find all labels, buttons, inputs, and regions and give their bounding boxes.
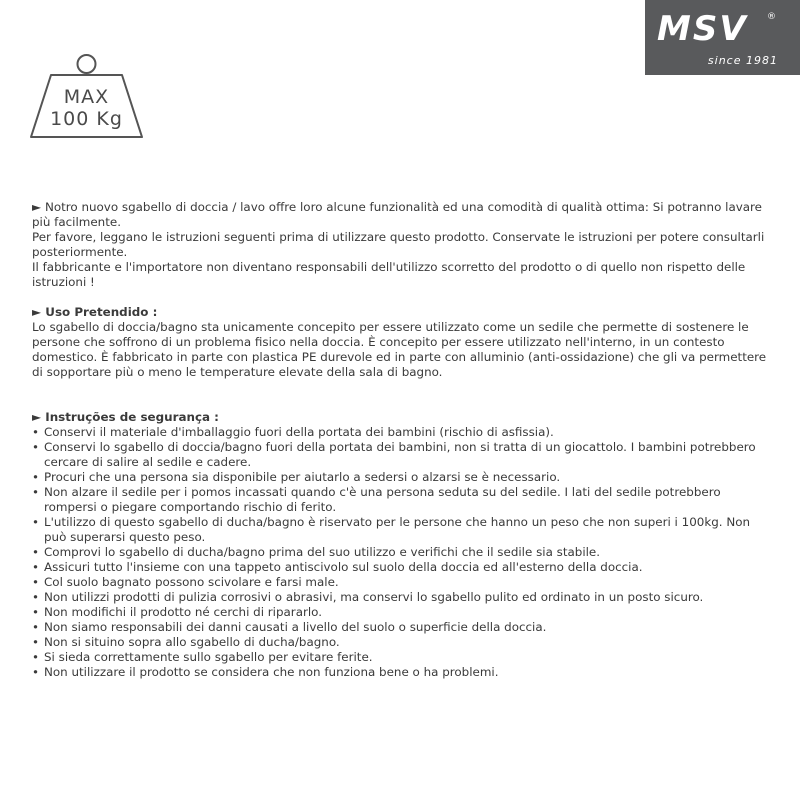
safety-item <box>32 470 770 485</box>
safety-item <box>32 545 770 560</box>
safety-item-text: Non modifichi il prodotto né cerchi di ripararlo. <box>44 605 323 619</box>
safety-item <box>32 605 770 620</box>
bullet-icon: • <box>32 605 40 619</box>
brand-name: MSV <box>657 9 748 49</box>
bullet-icon: • <box>32 590 40 604</box>
bullet-icon: • <box>32 575 40 589</box>
safety-list <box>32 425 770 680</box>
intro-paragraph-3: Il fabbricante e l'importatore non diventano responsabili dell'utilizzo scorretto del prodotto o di quello non rispetto delle istruzioni ! <box>32 260 746 289</box>
safety-item-text: Non utilizzi prodotti di pulizia corrosivi o abrasivi, ma conservi lo sgabello pulito ed ordinato in un posto sicuro. <box>44 590 704 604</box>
safety-item <box>32 665 770 680</box>
intended-use-text: Lo sgabello di doccia/bagno sta unicamente concepito per essere utilizzato come un sedile che permette di sostenere le persone che soffrono di un problema fisico nella doccia. È concepito per essere utilizzato nell'interno, in un contesto domestico. È fabbricato in parte con plastica PE durevole ed in parte con alluminio (anti-ossidazione) che gli va permettere di sopportare più o meno le temperature elevate della sala di bagno. <box>32 320 767 379</box>
safety-item <box>32 485 770 515</box>
brand-logo <box>645 0 800 75</box>
brand-tagline: since 1981 <box>707 54 778 67</box>
intro-paragraph-1: ► Notro nuovo sgabello di doccia / lavo offre loro alcune funzionalità ed una comodità di qualità ottima: Si potranno lavare più facilmente. <box>32 200 762 229</box>
bullet-icon: • <box>32 545 40 559</box>
instructions-body <box>32 200 770 680</box>
safety-item <box>32 560 770 575</box>
bullet-icon: • <box>32 440 40 454</box>
safety-item <box>32 440 770 470</box>
safety-item-text: Non si situino sopra allo sgabello di ducha/bagno. <box>44 635 340 649</box>
bullet-icon: • <box>32 635 40 649</box>
bullet-icon: • <box>32 560 40 574</box>
safety-item-text: Conservi il materiale d'imballaggio fuori della portata dei bambini (rischio di asfissia). <box>44 425 554 439</box>
safety-item <box>32 515 770 545</box>
bullet-icon: • <box>32 620 40 634</box>
safety-item <box>32 635 770 650</box>
weight-max-label: MAX <box>63 86 110 108</box>
safety-item <box>32 620 770 635</box>
safety-item-text: Col suolo bagnato possono scivolare e farsi male. <box>44 575 339 589</box>
bullet-icon: • <box>32 665 40 679</box>
safety-item-text: Non siamo responsabili dei danni causati a livello del suolo o superficie della doccia. <box>44 620 547 634</box>
bullet-icon: • <box>32 515 40 529</box>
safety-item-text: Procuri che una persona sia disponibile per aiutarlo a sedersi o alzarsi se è necessario. <box>44 470 561 484</box>
safety-item-text: Conservi lo sgabello di doccia/bagno fuori della portata dei bambini, non si tratta di un giocattolo. I bambini potrebbero cercare di salire al sedile e cadere. <box>44 440 756 469</box>
registered-mark: ® <box>767 12 776 22</box>
safety-item-text: Non alzare il sedile per i pomos incassati quando c'è una persona seduta su del sedile. I lati del sedile potrebbero rompersi o piegare comportando rischio di ferito. <box>44 485 721 514</box>
bullet-icon: • <box>32 470 40 484</box>
weight-value-label: 100 Kg <box>50 108 123 130</box>
intro-marker: ► <box>32 200 42 214</box>
bullet-icon: • <box>32 485 40 499</box>
intro-paragraph-2: Per favore, leggano le istruzioni seguenti prima di utilizzare questo prodotto. Conservate le istruzioni per potere consultarli posteriormente. <box>32 230 765 259</box>
safety-item-text: Comprovi lo sgabello di ducha/bagno prima del suo utilizzo e verifichi che il sedile sia stabile. <box>44 545 601 559</box>
safety-item <box>32 575 770 590</box>
bullet-icon: • <box>32 425 40 439</box>
safety-item-text: Assicuri tutto l'insieme con una tappeto antiscivolo sul suolo della doccia ed all'esterno della doccia. <box>44 560 643 574</box>
bullet-icon: • <box>32 650 40 664</box>
safety-item <box>32 425 770 440</box>
safety-item-text: Non utilizzare il prodotto se considera che non funziona bene o ha problemi. <box>44 665 499 679</box>
safety-title: ► Instruções de segurança : <box>32 410 219 424</box>
safety-item-text: L'utilizzo di questo sgabello di ducha/bagno è riservato per le persone che hanno un peso che non superi i 100kg. Non può superarsi questo peso. <box>44 515 751 544</box>
safety-item <box>32 590 770 605</box>
intended-use-title: ► Uso Pretendido : <box>32 305 158 319</box>
safety-item-text: Si sieda correttamente sullo sgabello per evitare ferite. <box>44 650 373 664</box>
safety-item <box>32 650 770 665</box>
